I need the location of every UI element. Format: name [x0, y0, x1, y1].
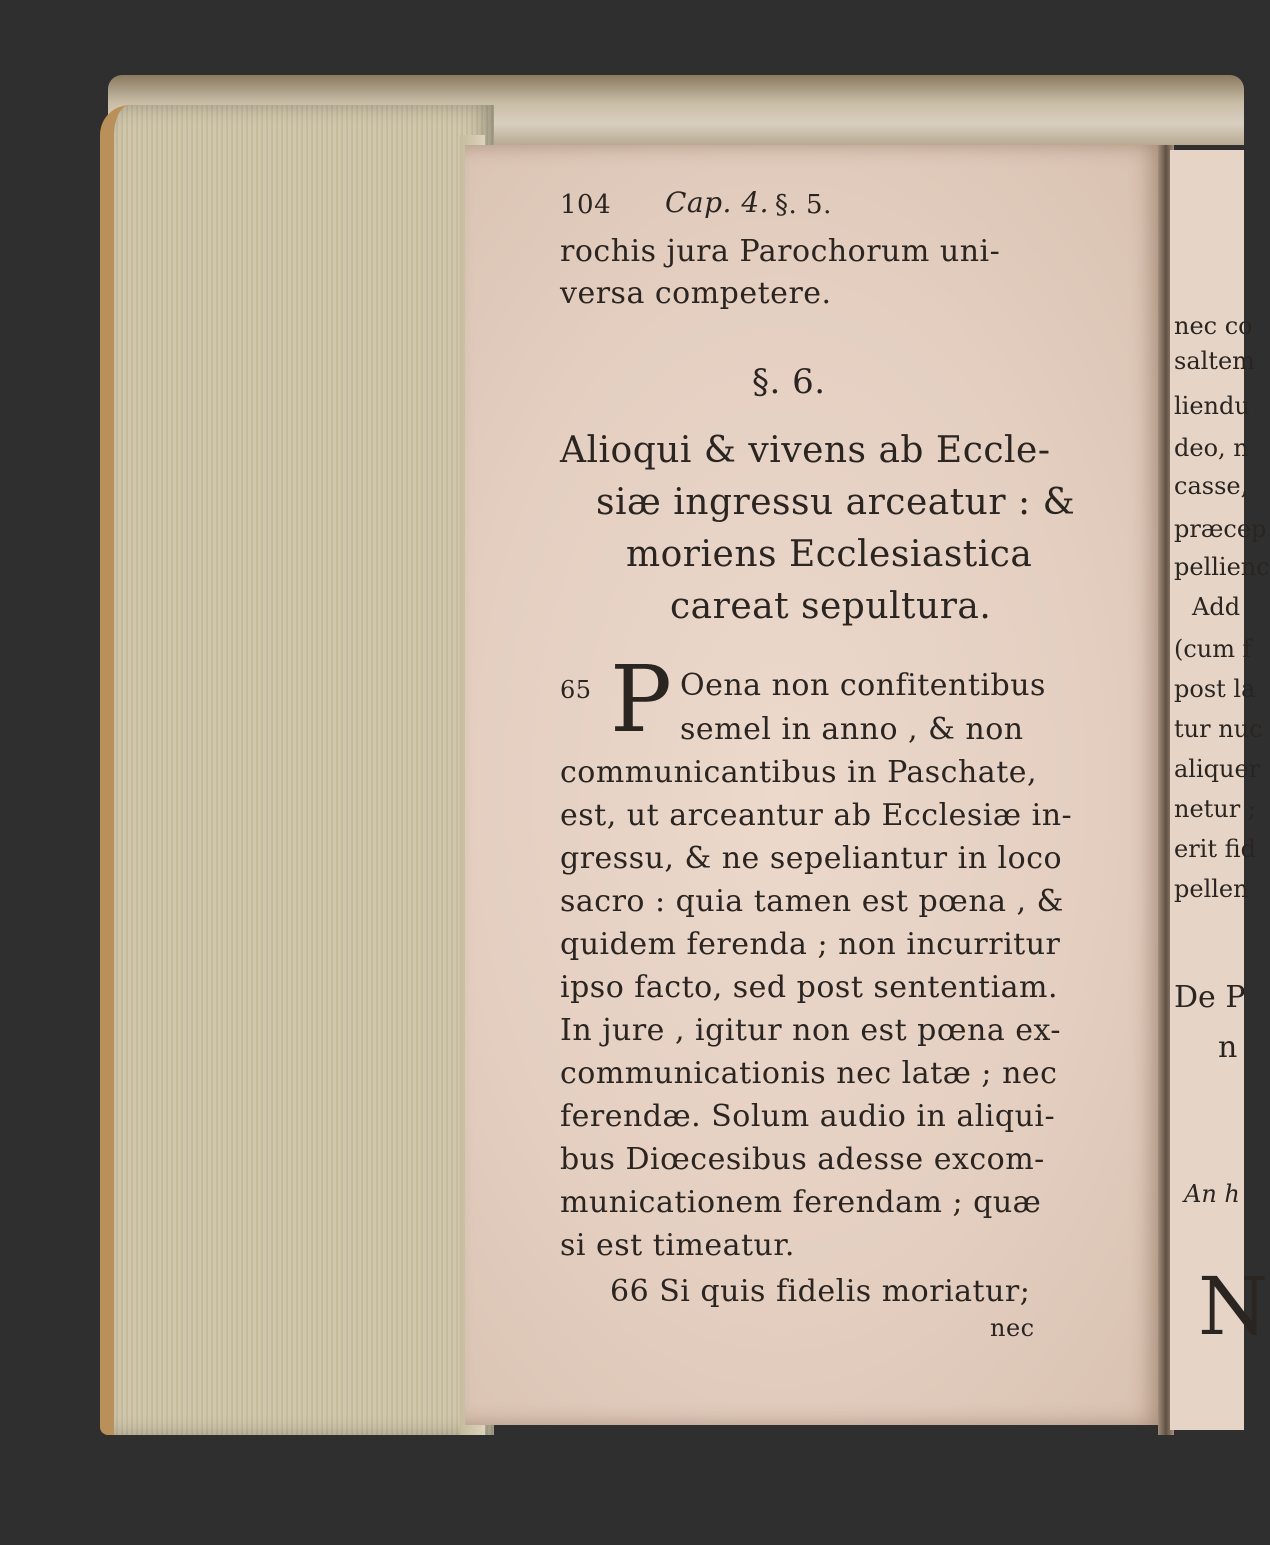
right-line: nec co — [1174, 312, 1253, 340]
heading-line: Alioqui & vivens ab Eccle- — [560, 430, 1051, 471]
right-line: deo, n — [1174, 434, 1249, 462]
right-page — [1170, 150, 1270, 1430]
section-label: §. 5. — [775, 190, 832, 220]
right-subheading: An h — [1184, 1180, 1240, 1208]
text-line: communicantibus in Paschate, — [560, 755, 1038, 790]
text-line: est, ut arceantur ab Ecclesiæ in- — [560, 798, 1073, 833]
right-line: (cum f — [1174, 635, 1252, 663]
right-line: aliquer — [1174, 755, 1261, 783]
text-line: ferendæ. Solum audio in aliqui- — [560, 1099, 1056, 1134]
right-line: liendu — [1174, 392, 1250, 420]
page-block-edge — [100, 105, 494, 1435]
right-line: tur nuc — [1174, 715, 1263, 743]
text-line: ipso facto, sed post sententiam. — [560, 970, 1059, 1005]
right-heading: n — [1218, 1030, 1238, 1065]
text-line: versa competere. — [560, 276, 832, 311]
right-line: netur ; — [1174, 795, 1256, 823]
text-line: municationem ferendam ; quæ — [560, 1185, 1042, 1220]
heading-line: siæ ingressu arceatur : & — [596, 482, 1076, 523]
right-dropcap: N — [1198, 1260, 1268, 1353]
right-line: præcep — [1174, 515, 1267, 543]
right-line: saltem — [1174, 347, 1255, 375]
page-number: 104 — [560, 190, 612, 220]
text-line: Oena non confitentibus — [680, 668, 1046, 703]
right-line: Add — [1192, 593, 1241, 621]
text-line: quidem ferenda ; non incurritur — [560, 927, 1061, 962]
right-line: erit fid — [1174, 835, 1256, 863]
text-line: rochis jura Parochorum uni- — [560, 234, 1001, 269]
catchword: nec — [990, 1314, 1035, 1342]
text-line: bus Diœcesibus adesse excom- — [560, 1142, 1045, 1177]
text-line: si est timeatur. — [560, 1228, 795, 1263]
chapter-label: Cap. 4. — [665, 186, 770, 219]
heading-line: moriens Ecclesiastica — [626, 534, 1033, 575]
text-line: communicationis nec latæ ; nec — [560, 1056, 1058, 1091]
section-mark: §. 6. — [752, 362, 826, 402]
right-line: post la — [1174, 675, 1256, 703]
paragraph-number: 65 — [560, 676, 592, 704]
right-heading: De P — [1174, 980, 1246, 1015]
text-line: gressu, & ne sepeliantur in loco — [560, 841, 1063, 876]
text-line: semel in anno , & non — [680, 712, 1024, 747]
right-line: pellienc — [1174, 553, 1270, 581]
text-line: sacro : quia tamen est pœna , & — [560, 884, 1064, 919]
right-line: pellen — [1174, 875, 1249, 903]
right-line: casse, — [1174, 472, 1249, 500]
heading-line: careat sepultura. — [670, 586, 992, 627]
drop-cap: P — [610, 646, 672, 753]
text-line: In jure , igitur non est pœna ex- — [560, 1013, 1062, 1048]
text-line: 66 Si quis fidelis moriatur; — [610, 1274, 1031, 1309]
